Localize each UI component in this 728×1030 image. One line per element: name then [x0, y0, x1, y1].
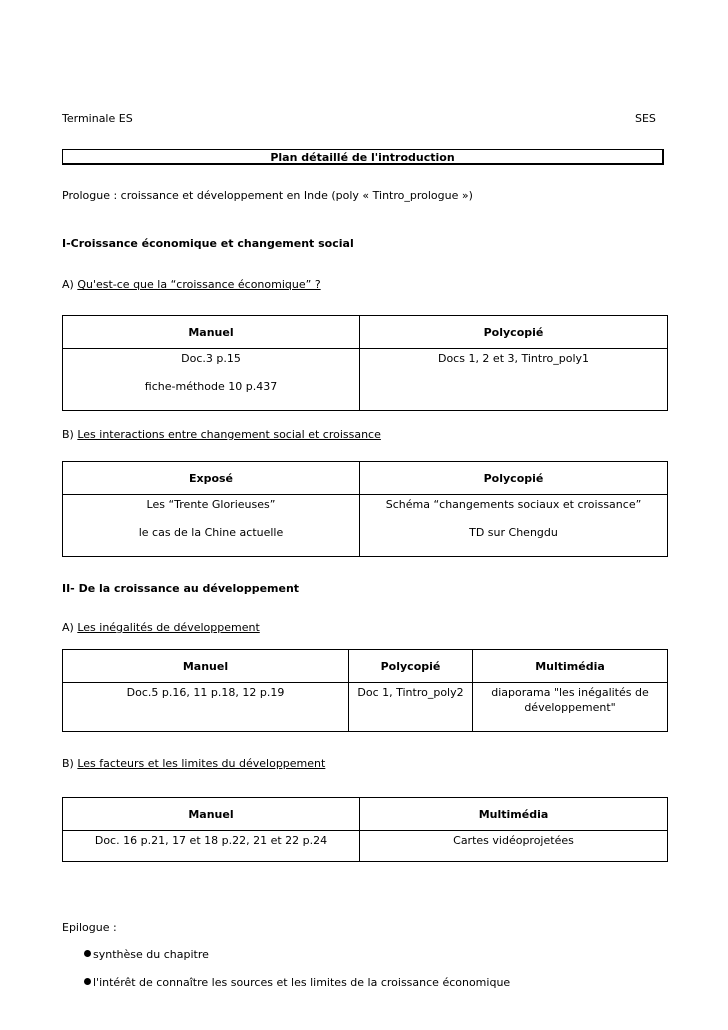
table-part1-a: [62, 315, 668, 411]
part1-b-title: Les interactions entre changement social et croissance: [77, 428, 381, 441]
col-header-polycopie: Polycopié: [349, 650, 473, 683]
list-item: [84, 948, 209, 961]
prologue: Prologue : croissance et développement en Inde (poly « Tintro_prologue »): [62, 189, 473, 202]
table-row: [63, 495, 668, 557]
list-item: [84, 976, 510, 989]
table-row: [63, 349, 668, 411]
part1-a-heading: [62, 278, 321, 291]
cell-line: Doc.3 p.15: [181, 352, 241, 365]
cell-multimedia: Cartes vidéoprojetées: [360, 831, 668, 862]
part1-b-heading: [62, 428, 381, 441]
cell-line: développement": [524, 701, 616, 714]
table-row: [63, 683, 668, 732]
cell-polycopie: [360, 349, 668, 411]
col-header-polycopie: Polycopié: [360, 462, 668, 495]
table-part2-a: [62, 649, 668, 732]
col-header-manuel: Manuel: [63, 316, 360, 349]
part2-a-prefix: A): [62, 621, 74, 634]
part2-a-title: Les inégalités de développement: [77, 621, 260, 634]
col-header-multimedia: Multimédia: [360, 798, 668, 831]
part2-a-heading: [62, 621, 260, 634]
col-header-manuel: Manuel: [63, 798, 360, 831]
cell-line: TD sur Chengdu: [469, 526, 558, 539]
bullet-icon: [84, 950, 91, 957]
cell-line: fiche-méthode 10 p.437: [144, 380, 278, 393]
part1-a-prefix: A): [62, 278, 74, 291]
bullet-icon: [84, 978, 91, 985]
cell-polycopie: [360, 495, 668, 557]
cell-expose: [63, 495, 360, 557]
table-row: [63, 831, 668, 862]
part1-a-title: Qu'est-ce que la “croissance économique” ?: [77, 278, 321, 291]
table-header-row: [63, 316, 668, 349]
epilogue-item-1: synthèse du chapitre: [93, 948, 209, 961]
cell-polycopie: Doc 1, Tintro_poly2: [349, 683, 473, 732]
cell-multimedia: [473, 683, 668, 732]
page-title: Plan détaillé de l'introduction: [62, 149, 664, 165]
col-header-manuel: Manuel: [63, 650, 349, 683]
table-header-row: [63, 798, 668, 831]
cell-line: diaporama "les inégalités de: [491, 686, 649, 699]
cell-manuel: Doc. 16 p.21, 17 et 18 p.22, 21 et 22 p.24: [63, 831, 360, 862]
table-part1-b: [62, 461, 668, 557]
part1-b-prefix: B): [62, 428, 74, 441]
part2-b-prefix: B): [62, 757, 74, 770]
epilogue-label: Epilogue :: [62, 921, 117, 934]
cell-line: Schéma “changements sociaux et croissance”: [385, 498, 642, 511]
header-left: Terminale ES: [62, 112, 133, 125]
col-header-polycopie: Polycopié: [360, 316, 668, 349]
cell-line: Docs 1, 2 et 3, Tintro_poly1: [437, 352, 590, 365]
cell-line: le cas de la Chine actuelle: [138, 526, 284, 539]
table-header-row: [63, 462, 668, 495]
col-header-expose: Exposé: [63, 462, 360, 495]
table-part2-b: [62, 797, 668, 862]
header-right: SES: [635, 112, 656, 125]
part2-heading: II- De la croissance au développement: [62, 582, 300, 595]
part2-b-title: Les facteurs et les limites du développement: [77, 757, 326, 770]
cell-manuel: Doc.5 p.16, 11 p.18, 12 p.19: [63, 683, 349, 732]
col-header-multimedia: Multimédia: [473, 650, 668, 683]
epilogue-item-2: l'intérêt de connaître les sources et les limites de la croissance économique: [93, 976, 511, 989]
cell-line: Les “Trente Glorieuses”: [146, 498, 276, 511]
part1-heading: I-Croissance économique et changement social: [62, 237, 354, 250]
table-header-row: [63, 650, 668, 683]
cell-manuel: [63, 349, 360, 411]
part2-b-heading: [62, 757, 325, 770]
